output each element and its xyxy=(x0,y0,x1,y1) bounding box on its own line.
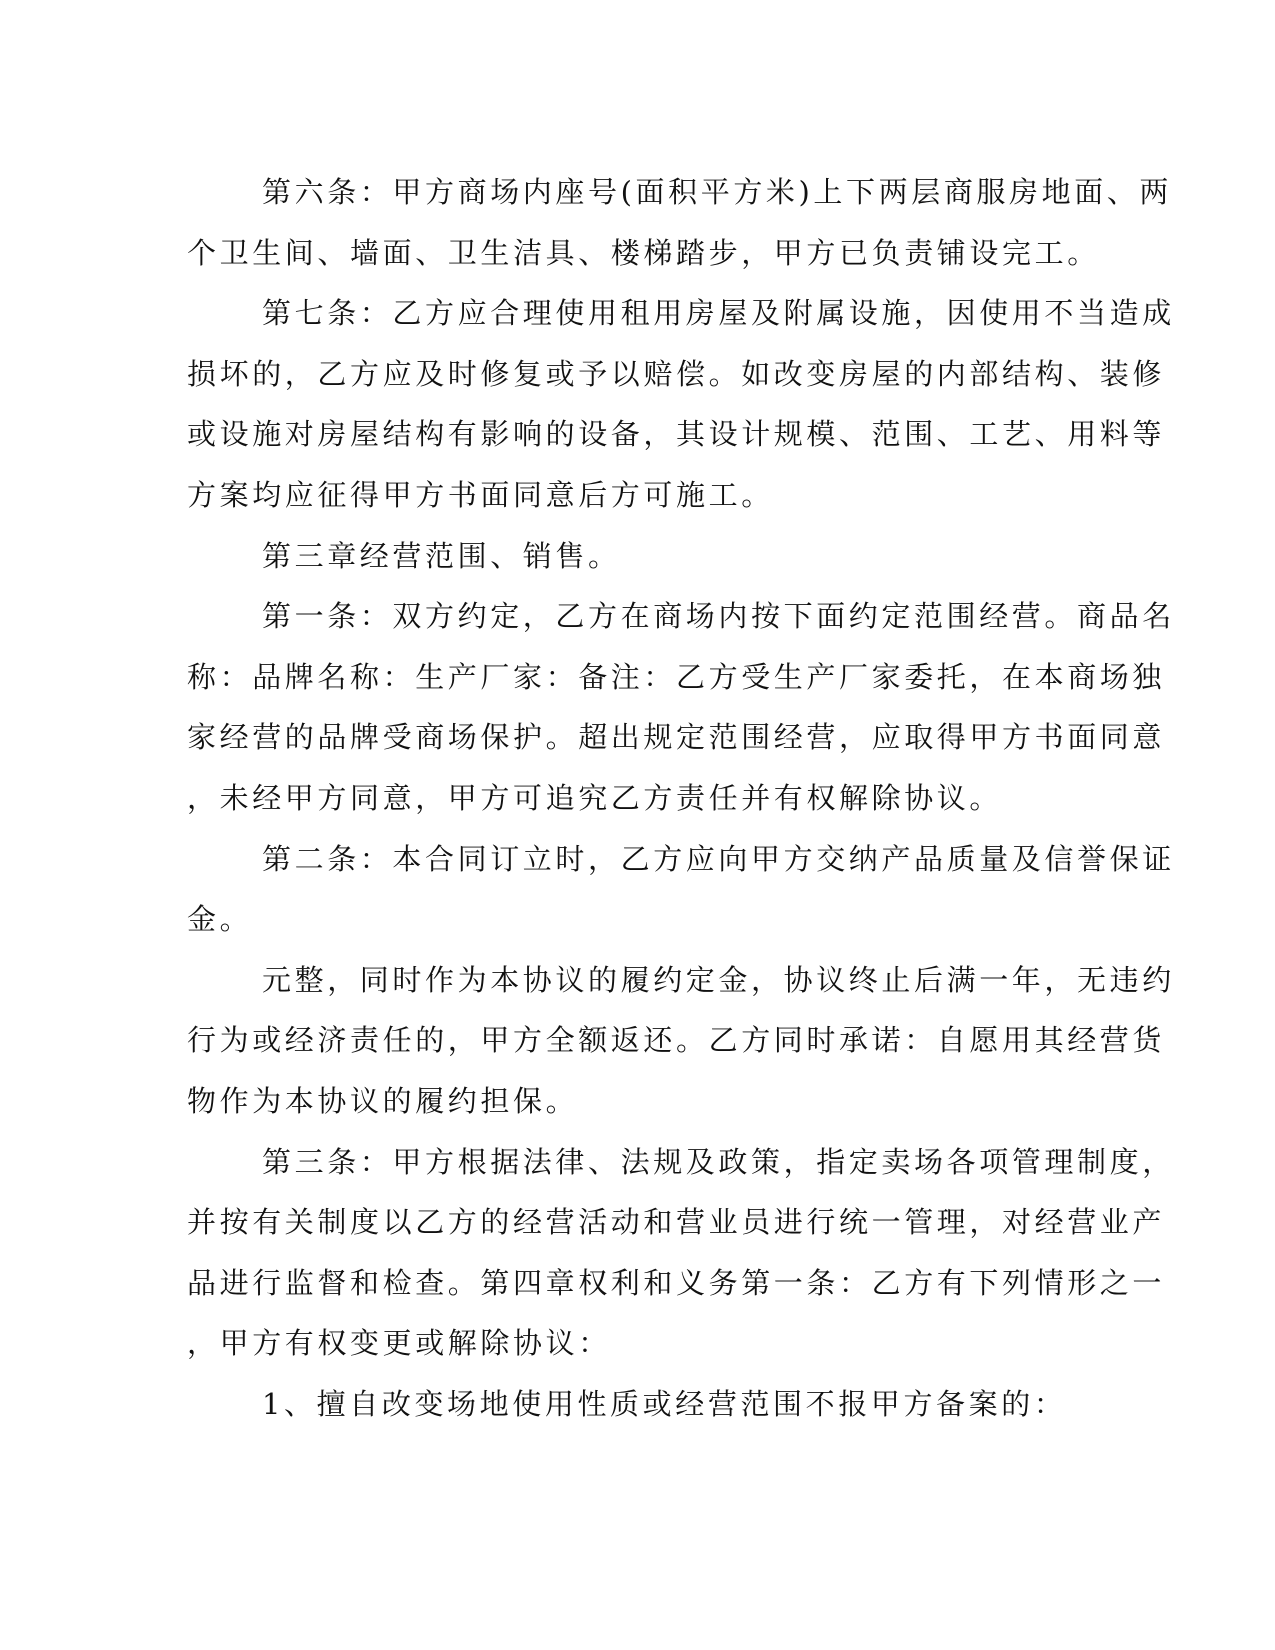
text-line: 第一条：双方约定，乙方在商场内按下面约定范围经营。商品名 xyxy=(262,599,1175,634)
text-line: ，甲方有权变更或解除协议： xyxy=(187,1326,611,1361)
text-line: 第六条：甲方商场内座号(面积平方米)上下两层商服房地面、两 xyxy=(262,175,1173,209)
text-line: 品进行监督和检查。第四章权利和义务第一条：乙方有下列情形之一 xyxy=(187,1265,1166,1300)
text-line: 称：品牌名称：生产厂家：备注：乙方受生产厂家委托，在本商场独 xyxy=(187,659,1166,694)
text-line: 行为或经济责任的，甲方全额返还。乙方同时承诺：自愿用其经营货 xyxy=(187,1023,1166,1058)
text-line: 损坏的，乙方应及时修复或予以赔偿。如改变房屋的内部结构、装修 xyxy=(187,356,1166,391)
section-heading: 第三章经营范围、销售。 xyxy=(262,538,621,573)
text-line: 个卫生间、墙面、卫生洁具、楼梯踏步，甲方已负责铺设完工。 xyxy=(187,235,1100,270)
text-line: 元整，同时作为本协议的履约定金，协议终止后满一年，无违约 xyxy=(262,962,1175,997)
text-line: 第二条：本合同订立时，乙方应向甲方交纳产品质量及信誉保证 xyxy=(262,841,1175,876)
text-line: 金。 xyxy=(187,902,253,937)
text-line: ，未经甲方同意，甲方可追究乙方责任并有权解除协议。 xyxy=(187,780,1003,815)
text-line: 家经营的品牌受商场保护。超出规定范围经营，应取得甲方书面同意 xyxy=(187,720,1166,755)
text-line: 或设施对房屋结构有影响的设备，其设计规模、范围、工艺、用料等 xyxy=(187,417,1166,452)
document-body xyxy=(187,162,1175,1434)
text-line: 第七条：乙方应合理使用租用房屋及附属设施，因使用不当造成 xyxy=(262,296,1175,331)
text-line: 物作为本协议的履约担保。 xyxy=(187,1083,579,1118)
text-line: 并按有关制度以乙方的经营活动和营业员进行统一管理，对经营业产 xyxy=(187,1205,1166,1240)
text-line: 第三条：甲方根据法律、法规及政策，指定卖场各项管理制度， xyxy=(262,1144,1175,1179)
list-item: 1、擅自改变场地使用性质或经营范围不报甲方备案的： xyxy=(262,1386,1067,1421)
text-line: 方案均应征得甲方书面同意后方可施工。 xyxy=(187,477,774,512)
